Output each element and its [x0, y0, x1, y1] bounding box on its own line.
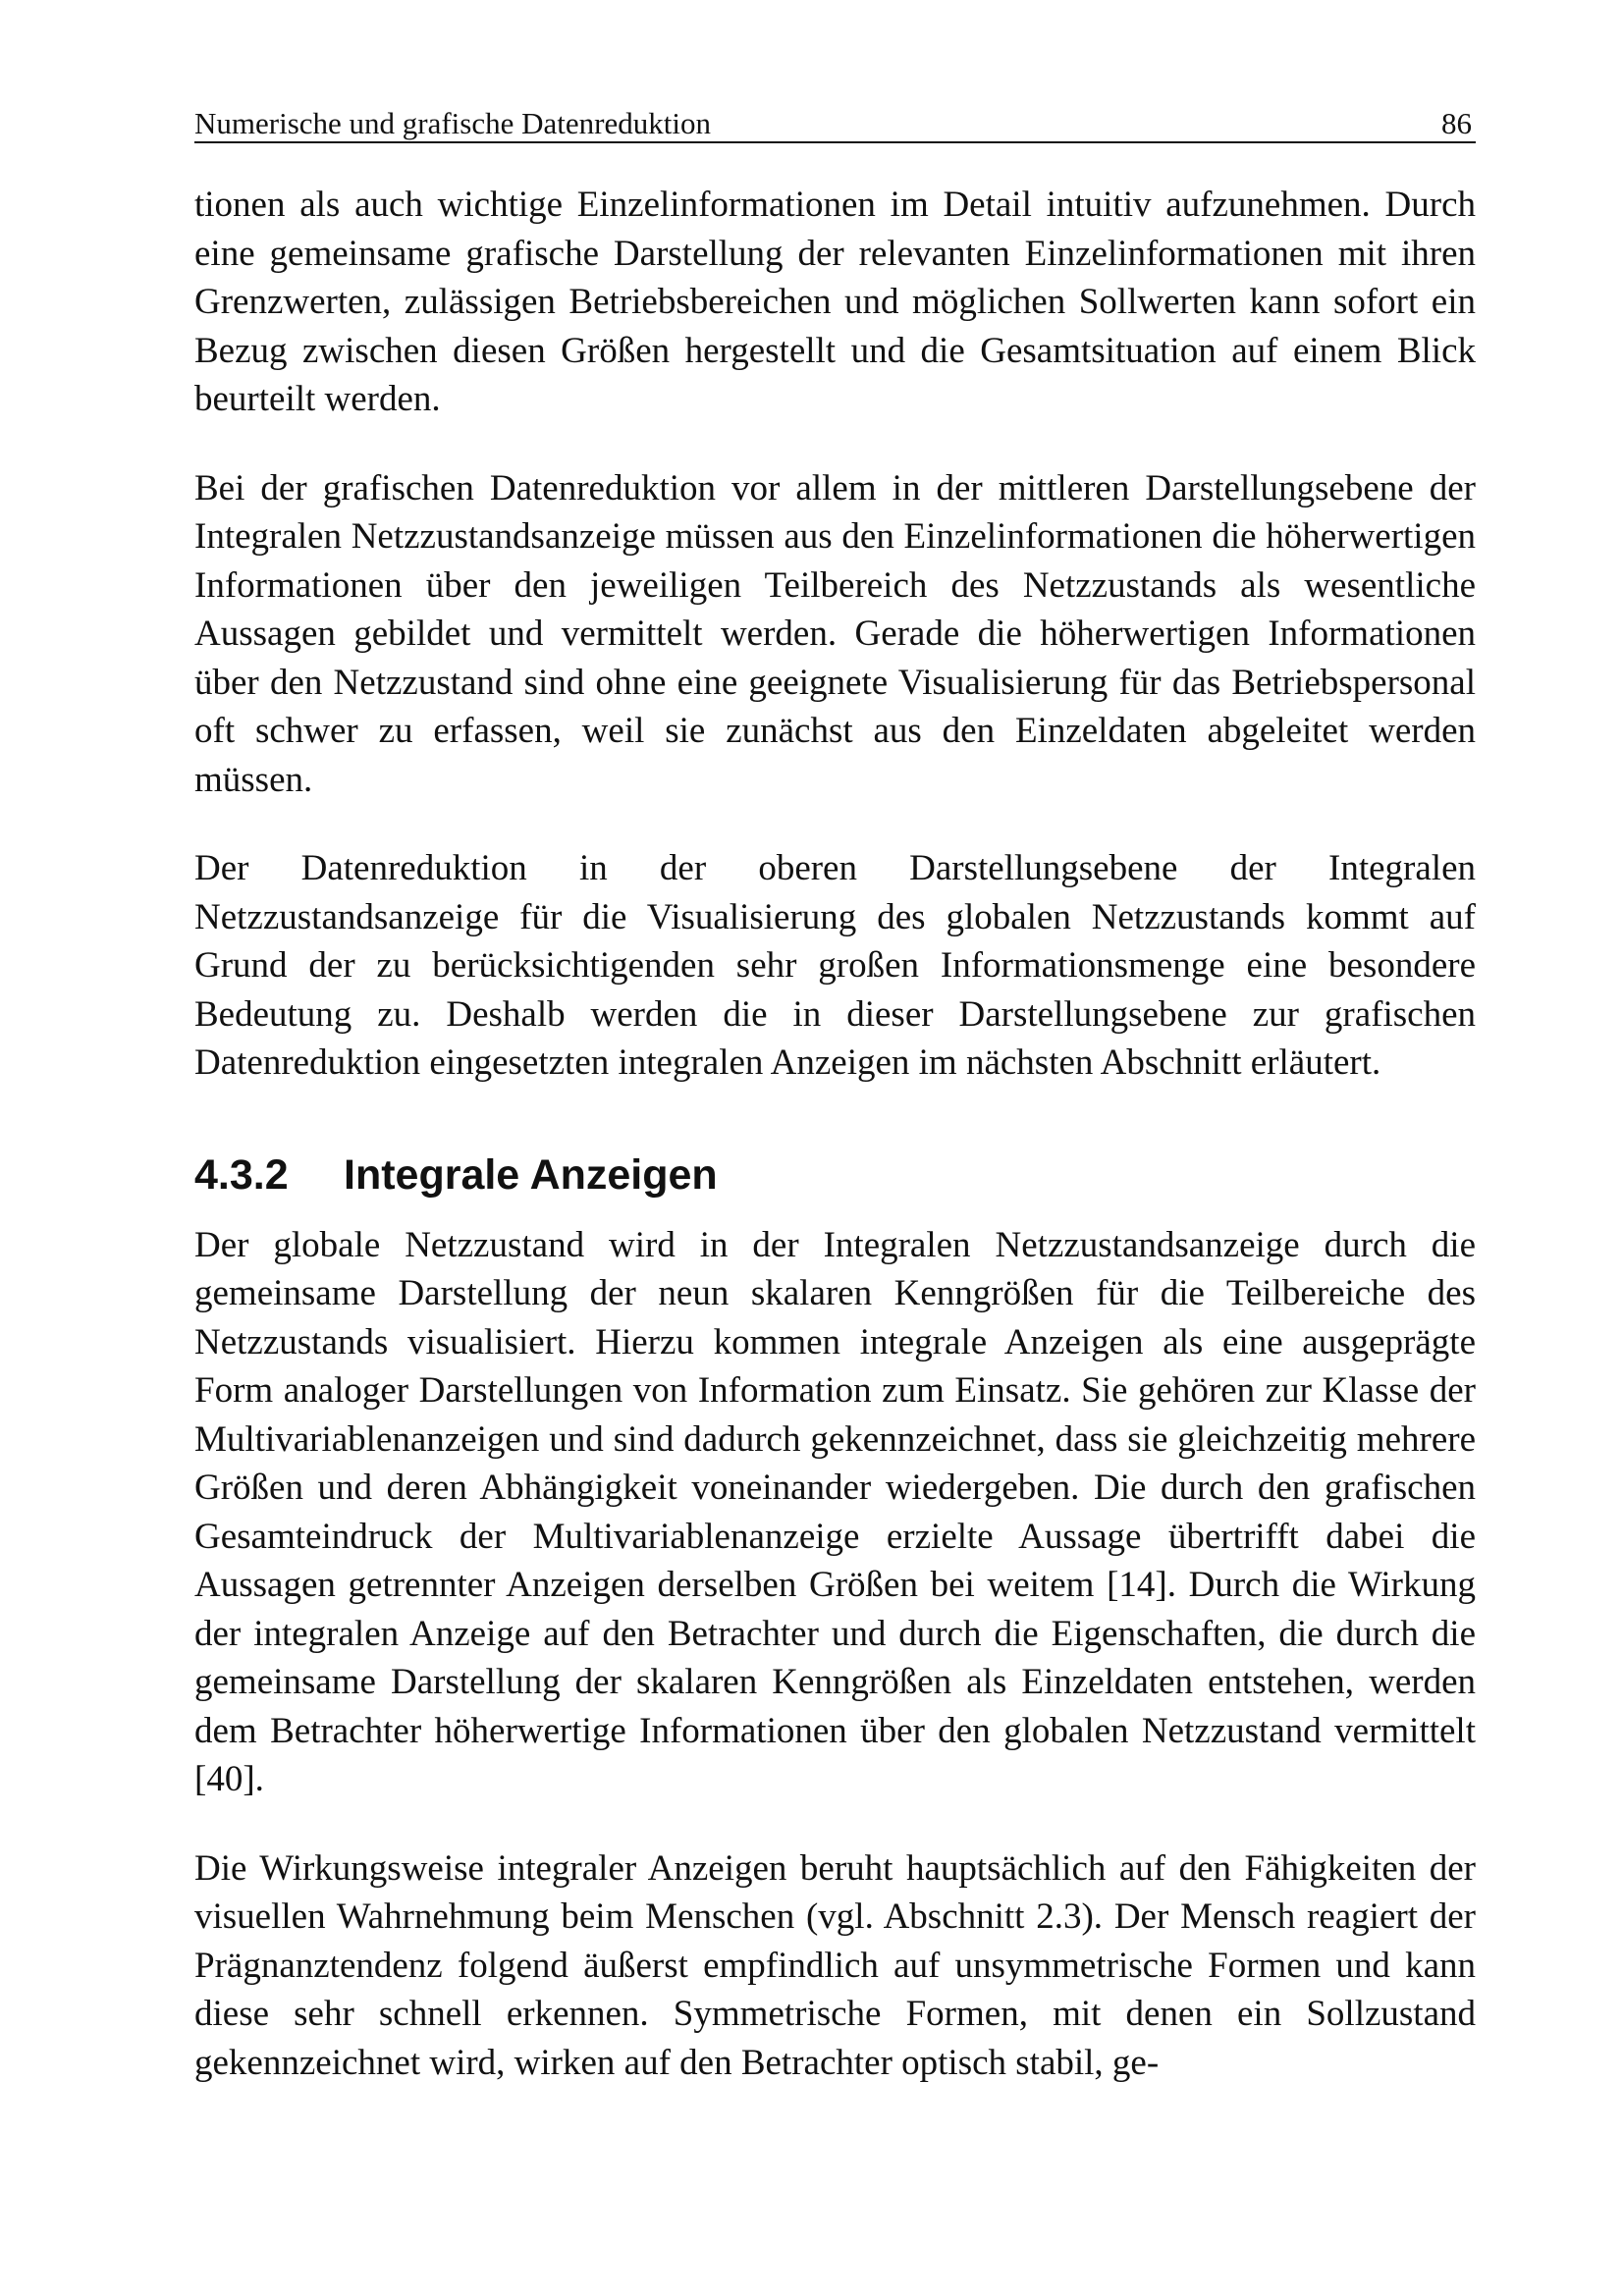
document-page [194, 106, 1476, 2127]
section-heading [194, 1148, 1476, 1201]
paragraph: Der Datenreduktion in der oberen Darstellungsebene der Integralen Netzzustandsanzeige für die Visualisierung des globalen Netzzustands kommt auf Grund der zu berücksichtigenden sehr großen Informationsmenge eine besondere Bedeutung zu. Deshalb werden die in dieser Darstellungsebene zur grafischen Datenreduktion eingesetzten integralen Anzeigen im nächsten Abschnitt erläutert. [194, 848, 1476, 1083]
paragraph: Bei der grafischen Datenreduktion vor allem in der mittleren Darstellungsebene der Integralen Netzzustandsanzeige müssen aus den Einzelinformationen die höherwertigen Informationen über den jeweiligen Teilbereich des Netzzustands als wesentliche Aussagen gebildet und vermittelt werden. Gerade die höherwertigen Informationen über den Netzzustand sind ohne eine geeignete Visualisierung für das Betriebspersonal oft schwer zu erfassen, weil sie zunächst aus den Einzeldaten abgeleitet werden müssen. [194, 467, 1476, 800]
paragraph: Der globale Netzzustand wird in der Integralen Netzzustandsanzeige durch die gemeinsame Darstellung der neun skalaren Kenngrößen für die Teilbereiche des Netzzustands visualisiert. Hierzu kommen integrale Anzeigen als eine ausgeprägte Form analoger Darstellungen von Information zum Einsatz. Sie gehören zur Klasse der Multivariablenanzeigen und sind dadurch gekennzeichnet, dass sie gleichzeitig mehrere Größen und deren Abhängigkeit voneinander wiedergeben. Die durch den grafischen Gesamteindruck der Multivariablenanzeige erzielte Aussage übertrifft dabei die Aussagen getrennter Anzeigen derselben Größen bei weitem [14]. Durch die Wirkung der integralen Anzeige auf den Betrachter und durch die Eigenschaften, die durch die gemeinsame Darstellung der skalaren Kenngrößen als Einzeldaten entstehen, werden dem Betrachter höherwertige Informationen über den globalen Netzzustand vermittelt [40]. [194, 1224, 1476, 1799]
section-number: 4.3.2 [194, 1150, 289, 1199]
header-title: Numerische und grafische Datenreduktion [194, 106, 711, 140]
section-title: Integrale Anzeigen [344, 1150, 718, 1199]
paragraph: tionen als auch wichtige Einzelinformationen im Detail intuitiv aufzunehmen. Durch eine gemeinsame grafische Darstellung der relevanten Einzelinformationen mit ihren Grenzwerten, zulässigen Betriebsbereichen und möglichen Sollwerten kann sofort ein Bezug zwischen diesen Größen hergestellt und die Gesamtsituation auf einem Blick beurteilt werden. [194, 185, 1476, 419]
page-number: 86 [1441, 106, 1472, 140]
running-header [194, 106, 1476, 143]
paragraph: Die Wirkungsweise integraler Anzeigen beruht hauptsächlich auf den Fähigkeiten der visuellen Wahrnehmung beim Menschen (vgl. Abschnitt 2.3). Der Mensch reagiert der Prägnanztendenz folgend äußerst empfindlich auf unsymmetrische Formen und kann diese sehr schnell erkennen. Symmetrische Formen, mit denen ein Sollzustand gekennzeichnet wird, wirken auf den Betrachter optisch stabil, ge- [194, 1847, 1476, 2083]
